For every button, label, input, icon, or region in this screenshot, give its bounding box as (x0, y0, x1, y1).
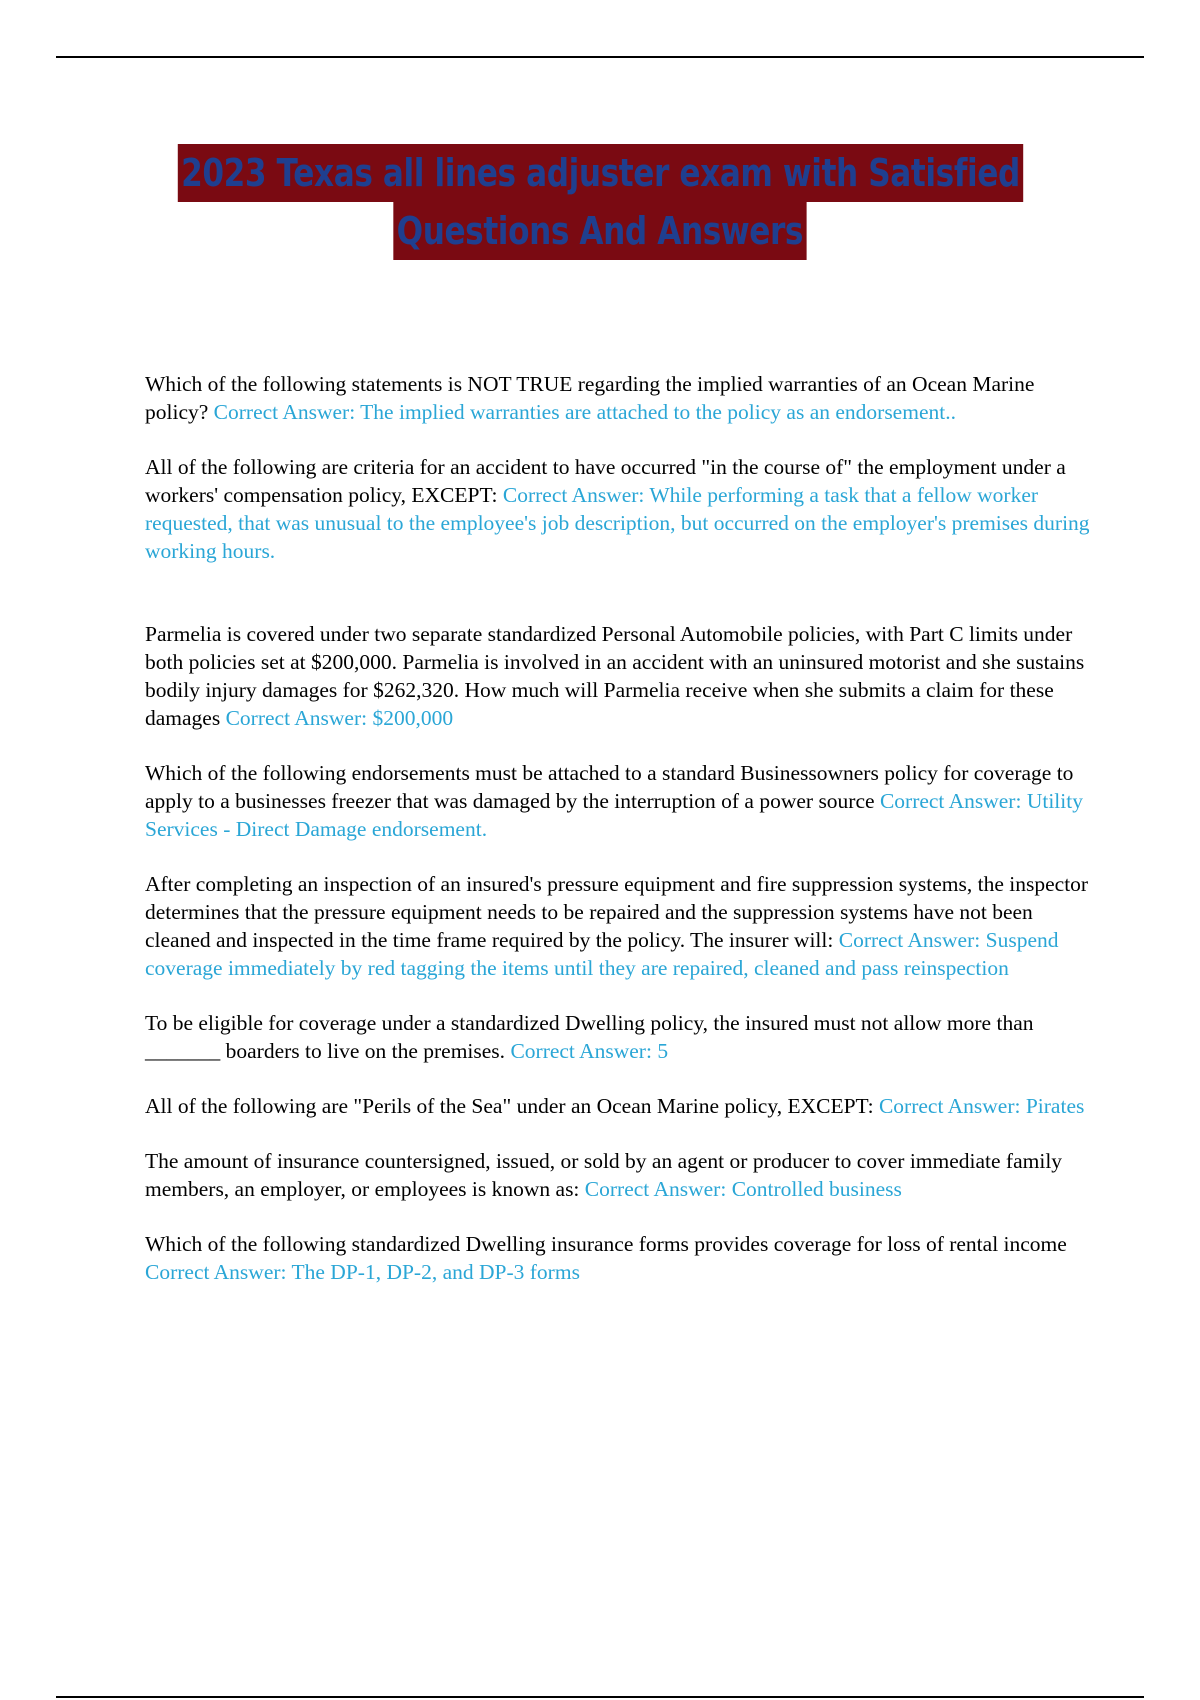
answer-label: Correct Answer: (213, 400, 361, 424)
question-text: Which of the following statements is NOT TRUE regarding the implied warranties of an Ocean Marine policy? (145, 372, 1035, 424)
answer-text: Utility Services - Direct Damage endorsement. (145, 789, 1083, 841)
answer-label: Correct Answer: (502, 483, 650, 507)
bottom-rule (56, 1696, 1144, 1698)
answer-label: Correct Answer: (838, 928, 986, 952)
answer-text: Suspend coverage immediately by red tagging the items until they are repaired, cleaned and pass reinspection (145, 928, 1059, 980)
document-title (0, 144, 1200, 260)
qa-item (145, 1230, 1095, 1286)
qa-item (145, 370, 1095, 426)
question-text: All of the following are "Perils of the Sea" under an Ocean Marine policy, EXCEPT: (145, 1094, 879, 1118)
title-line-1: 2023 Texas all lines adjuster exam with Satisfied (177, 144, 1022, 202)
answer-text: Controlled business (731, 1177, 902, 1201)
title-line-2: Questions And Answers (394, 202, 807, 260)
question-text: Which of the following standardized Dwelling insurance forms provides coverage for loss of rental income (145, 1232, 1067, 1256)
answer-label: Correct Answer: (878, 1094, 1026, 1118)
answer-text: While performing a task that a fellow worker requested, that was unusual to the employee's job description, but occurred on the employer's premises during working hours. (145, 483, 1090, 563)
answer-text: Pirates (1025, 1094, 1085, 1118)
answer-label: Correct Answer: (879, 789, 1027, 813)
answer-label: Correct Answer: (510, 1039, 658, 1063)
question-text: All of the following are criteria for an accident to have occurred "in the course of" the employment under a workers' compensation policy, EXCEPT: (145, 455, 1066, 507)
qa-item (145, 870, 1095, 982)
question-text: The amount of insurance countersigned, issued, or sold by an agent or producer to cover immediate family members, an employer, or employees is known as: (145, 1149, 1063, 1201)
question-text: To be eligible for coverage under a standardized Dwelling policy, the insured must not allow more than _______ boarders to live on the premises. (145, 1011, 1034, 1063)
answer-text: $200,000 (372, 706, 454, 730)
question-text: Which of the following endorsements must be attached to a standard Businessowners policy for coverage to apply to a businesses freezer that was damaged by the interruption of a power source (145, 761, 1074, 813)
qa-item (145, 1147, 1095, 1203)
answer-text: The implied warranties are attached to the policy as an endorsement.. (360, 400, 956, 424)
qa-item (145, 759, 1095, 843)
answer-text: 5 (657, 1039, 669, 1063)
answer-label: Correct Answer: (584, 1177, 732, 1201)
top-rule (56, 56, 1144, 58)
qa-item (145, 453, 1095, 565)
answer-text: The DP-1, DP-2, and DP-3 forms (291, 1260, 580, 1284)
qa-item (145, 620, 1095, 732)
question-text: After completing an inspection of an insured's pressure equipment and fire suppression systems, the inspector determines that the pressure equipment needs to be repaired and the suppression systems have not been cleaned and inspected in the time frame required by the policy. The insurer will: (145, 872, 1089, 952)
qa-item (145, 1092, 1095, 1120)
answer-label: Correct Answer: (225, 706, 373, 730)
question-list (145, 370, 1095, 1313)
qa-item (145, 1009, 1095, 1065)
question-text: Parmelia is covered under two separate standardized Personal Automobile policies, with Part C limits under both policies set at $200,000. Parmelia is involved in an accident with an uninsured motorist and she sustains bodily injury damages for $262,320. How much will Parmelia receive when she submits a claim for these damages (145, 622, 1085, 730)
answer-label: Correct Answer: (145, 1260, 292, 1284)
